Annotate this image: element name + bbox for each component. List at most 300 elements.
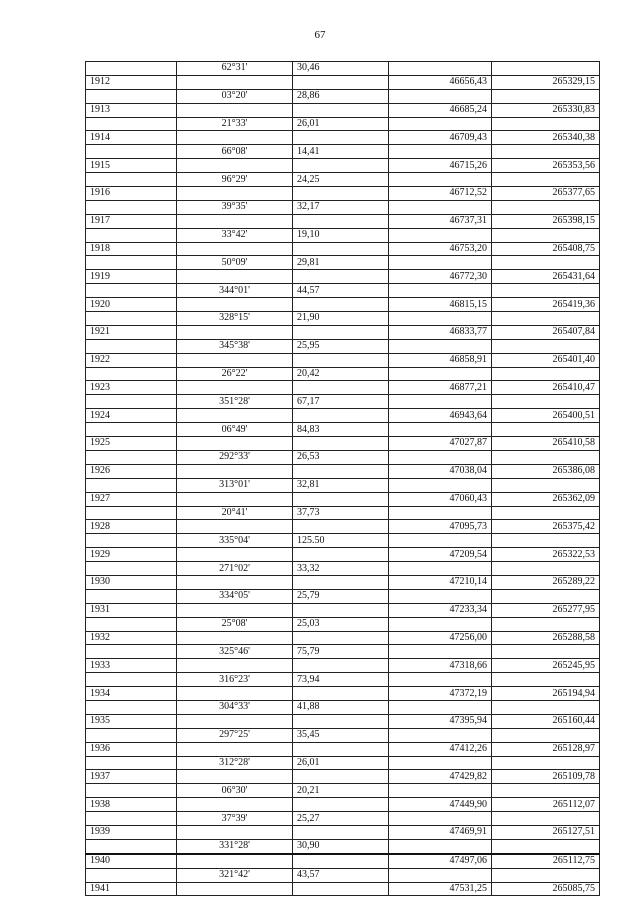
x-coordinate-cell: 46943,64 bbox=[389, 409, 492, 423]
x-coordinate-cell: 47038,04 bbox=[389, 464, 492, 478]
point-number-cell bbox=[86, 812, 177, 826]
y-coordinate-cell: 265245,95 bbox=[492, 659, 600, 673]
point-number-cell bbox=[86, 756, 177, 770]
distance-cell: 41,88 bbox=[293, 700, 389, 714]
x-coordinate-cell: 47256,00 bbox=[389, 631, 492, 645]
x-coordinate-cell bbox=[389, 228, 492, 242]
direction-angle-cell bbox=[177, 75, 293, 89]
table-row bbox=[86, 256, 600, 270]
x-coordinate-cell bbox=[389, 506, 492, 520]
x-coordinate-cell bbox=[389, 200, 492, 214]
direction-angle-cell: 304°33' bbox=[177, 700, 293, 714]
distance-cell: 19,10 bbox=[293, 228, 389, 242]
table-row bbox=[86, 603, 600, 617]
y-coordinate-cell: 265386,08 bbox=[492, 464, 600, 478]
x-coordinate-cell bbox=[389, 700, 492, 714]
table-row bbox=[86, 270, 600, 284]
x-coordinate-cell: 46858,91 bbox=[389, 353, 492, 367]
x-coordinate-cell: 46737,31 bbox=[389, 214, 492, 228]
table-row bbox=[86, 798, 600, 812]
distance-cell: 26,01 bbox=[293, 756, 389, 770]
table-row bbox=[86, 200, 600, 214]
point-number-cell: 1928 bbox=[86, 520, 177, 534]
direction-angle-cell bbox=[177, 325, 293, 339]
direction-angle-cell: 39°35' bbox=[177, 200, 293, 214]
direction-angle-cell bbox=[177, 631, 293, 645]
distance-cell bbox=[293, 131, 389, 145]
x-coordinate-cell: 47095,73 bbox=[389, 520, 492, 534]
direction-angle-cell: 21°33' bbox=[177, 117, 293, 131]
point-number-cell: 1921 bbox=[86, 325, 177, 339]
y-coordinate-cell: 265085,75 bbox=[492, 882, 600, 896]
direction-angle-cell: 334°05' bbox=[177, 589, 293, 603]
distance-cell bbox=[293, 242, 389, 256]
table-row bbox=[86, 284, 600, 298]
direction-angle-cell bbox=[177, 798, 293, 812]
table-row bbox=[86, 492, 600, 506]
distance-cell: 67,17 bbox=[293, 395, 389, 409]
distance-cell: 25,27 bbox=[293, 812, 389, 826]
distance-cell: 37,73 bbox=[293, 506, 389, 520]
x-coordinate-cell bbox=[389, 478, 492, 492]
direction-angle-cell: 50°09' bbox=[177, 256, 293, 270]
direction-angle-cell bbox=[177, 214, 293, 228]
y-coordinate-cell bbox=[492, 200, 600, 214]
point-number-cell bbox=[86, 62, 177, 76]
direction-angle-cell bbox=[177, 464, 293, 478]
point-number-cell: 1917 bbox=[86, 214, 177, 228]
distance-cell bbox=[293, 659, 389, 673]
x-coordinate-cell bbox=[389, 839, 492, 853]
y-coordinate-cell: 265277,95 bbox=[492, 603, 600, 617]
y-coordinate-cell: 265401,40 bbox=[492, 353, 600, 367]
direction-angle-cell: 316°23' bbox=[177, 673, 293, 687]
table-row bbox=[86, 659, 600, 673]
point-number-cell: 1940 bbox=[86, 854, 177, 868]
table-row bbox=[86, 131, 600, 145]
direction-angle-cell bbox=[177, 437, 293, 451]
direction-angle-cell bbox=[177, 687, 293, 701]
y-coordinate-cell: 265288,58 bbox=[492, 631, 600, 645]
y-coordinate-cell bbox=[492, 645, 600, 659]
distance-cell bbox=[293, 854, 389, 868]
y-coordinate-cell bbox=[492, 673, 600, 687]
y-coordinate-cell bbox=[492, 589, 600, 603]
x-coordinate-cell bbox=[389, 173, 492, 187]
direction-angle-cell: 03°20' bbox=[177, 89, 293, 103]
table-row bbox=[86, 312, 600, 326]
y-coordinate-cell bbox=[492, 478, 600, 492]
point-number-cell: 1924 bbox=[86, 409, 177, 423]
direction-angle-cell bbox=[177, 353, 293, 367]
distance-cell bbox=[293, 603, 389, 617]
direction-angle-cell: 351°28' bbox=[177, 395, 293, 409]
distance-cell: 33,32 bbox=[293, 562, 389, 576]
y-coordinate-cell bbox=[492, 284, 600, 298]
coordinates-table-body bbox=[86, 62, 600, 896]
distance-cell bbox=[293, 381, 389, 395]
x-coordinate-cell: 46753,20 bbox=[389, 242, 492, 256]
point-number-cell bbox=[86, 534, 177, 548]
point-number-cell bbox=[86, 839, 177, 853]
point-number-cell bbox=[86, 728, 177, 742]
table-row bbox=[86, 228, 600, 242]
y-coordinate-cell: 265160,44 bbox=[492, 714, 600, 728]
point-number-cell: 1918 bbox=[86, 242, 177, 256]
x-coordinate-cell bbox=[389, 450, 492, 464]
y-coordinate-cell: 265329,15 bbox=[492, 75, 600, 89]
x-coordinate-cell: 47429,82 bbox=[389, 770, 492, 784]
x-coordinate-cell: 46685,24 bbox=[389, 103, 492, 117]
distance-cell: 20,42 bbox=[293, 367, 389, 381]
distance-cell: 26,53 bbox=[293, 450, 389, 464]
x-coordinate-cell bbox=[389, 339, 492, 353]
y-coordinate-cell: 265112,75 bbox=[492, 854, 600, 868]
point-number-cell: 1927 bbox=[86, 492, 177, 506]
direction-angle-cell bbox=[177, 131, 293, 145]
distance-cell bbox=[293, 270, 389, 284]
y-coordinate-cell bbox=[492, 839, 600, 853]
direction-angle-cell bbox=[177, 854, 293, 868]
point-number-cell bbox=[86, 617, 177, 631]
distance-cell: 35,45 bbox=[293, 728, 389, 742]
direction-angle-cell bbox=[177, 714, 293, 728]
x-coordinate-cell: 46712,52 bbox=[389, 187, 492, 201]
x-coordinate-cell bbox=[389, 589, 492, 603]
y-coordinate-cell: 265289,22 bbox=[492, 575, 600, 589]
table-row bbox=[86, 325, 600, 339]
table-row bbox=[86, 784, 600, 798]
x-coordinate-cell: 47469,91 bbox=[389, 825, 492, 839]
distance-cell: 73,94 bbox=[293, 673, 389, 687]
distance-cell: 30,90 bbox=[293, 839, 389, 853]
point-number-cell: 1936 bbox=[86, 742, 177, 756]
y-coordinate-cell bbox=[492, 562, 600, 576]
x-coordinate-cell bbox=[389, 367, 492, 381]
table-row bbox=[86, 353, 600, 367]
point-number-cell bbox=[86, 506, 177, 520]
table-row bbox=[86, 575, 600, 589]
table-row bbox=[86, 673, 600, 687]
point-number-cell: 1915 bbox=[86, 159, 177, 173]
y-coordinate-cell: 265109,78 bbox=[492, 770, 600, 784]
distance-cell bbox=[293, 159, 389, 173]
point-number-cell bbox=[86, 673, 177, 687]
direction-angle-cell: 06°30' bbox=[177, 784, 293, 798]
x-coordinate-cell: 46715,26 bbox=[389, 159, 492, 173]
distance-cell bbox=[293, 75, 389, 89]
point-number-cell: 1937 bbox=[86, 770, 177, 784]
x-coordinate-cell: 47395,94 bbox=[389, 714, 492, 728]
direction-angle-cell: 66°08' bbox=[177, 145, 293, 159]
x-coordinate-cell: 47027,87 bbox=[389, 437, 492, 451]
direction-angle-cell bbox=[177, 103, 293, 117]
y-coordinate-cell bbox=[492, 228, 600, 242]
x-coordinate-cell: 47412,26 bbox=[389, 742, 492, 756]
point-number-cell: 1938 bbox=[86, 798, 177, 812]
table-row bbox=[86, 770, 600, 784]
point-number-cell: 1912 bbox=[86, 75, 177, 89]
distance-cell bbox=[293, 798, 389, 812]
point-number-cell bbox=[86, 117, 177, 131]
direction-angle-cell bbox=[177, 187, 293, 201]
x-coordinate-cell bbox=[389, 256, 492, 270]
direction-angle-cell: 325°46' bbox=[177, 645, 293, 659]
y-coordinate-cell bbox=[492, 784, 600, 798]
distance-cell bbox=[293, 353, 389, 367]
y-coordinate-cell: 265322,53 bbox=[492, 548, 600, 562]
distance-cell: 25,95 bbox=[293, 339, 389, 353]
point-number-cell: 1939 bbox=[86, 825, 177, 839]
direction-angle-cell bbox=[177, 159, 293, 173]
point-number-cell: 1931 bbox=[86, 603, 177, 617]
y-coordinate-cell bbox=[492, 145, 600, 159]
y-coordinate-cell bbox=[492, 617, 600, 631]
x-coordinate-cell: 47210,14 bbox=[389, 575, 492, 589]
direction-angle-cell: 297°25' bbox=[177, 728, 293, 742]
y-coordinate-cell: 265375,42 bbox=[492, 520, 600, 534]
point-number-cell: 1935 bbox=[86, 714, 177, 728]
x-coordinate-cell bbox=[389, 673, 492, 687]
table-row bbox=[86, 103, 600, 117]
x-coordinate-cell: 46709,43 bbox=[389, 131, 492, 145]
table-row bbox=[86, 117, 600, 131]
y-coordinate-cell bbox=[492, 450, 600, 464]
point-number-cell bbox=[86, 312, 177, 326]
y-coordinate-cell: 265194,94 bbox=[492, 687, 600, 701]
point-number-cell bbox=[86, 284, 177, 298]
table-row bbox=[86, 89, 600, 103]
x-coordinate-cell bbox=[389, 645, 492, 659]
point-number-cell: 1919 bbox=[86, 270, 177, 284]
distance-cell bbox=[293, 492, 389, 506]
distance-cell bbox=[293, 882, 389, 896]
x-coordinate-cell bbox=[389, 62, 492, 76]
point-number-cell: 1929 bbox=[86, 548, 177, 562]
distance-cell: 14,41 bbox=[293, 145, 389, 159]
x-coordinate-cell bbox=[389, 423, 492, 437]
distance-cell bbox=[293, 770, 389, 784]
x-coordinate-cell bbox=[389, 784, 492, 798]
y-coordinate-cell: 265128,97 bbox=[492, 742, 600, 756]
y-coordinate-cell: 265353,56 bbox=[492, 159, 600, 173]
coordinates-table bbox=[85, 61, 600, 896]
direction-angle-cell: 292°33' bbox=[177, 450, 293, 464]
direction-angle-cell: 20°41' bbox=[177, 506, 293, 520]
table-row bbox=[86, 868, 600, 882]
x-coordinate-cell: 47531,25 bbox=[389, 882, 492, 896]
direction-angle-cell: 33°42' bbox=[177, 228, 293, 242]
y-coordinate-cell bbox=[492, 423, 600, 437]
table-row bbox=[86, 882, 600, 896]
distance-cell bbox=[293, 687, 389, 701]
direction-angle-cell: 06°49' bbox=[177, 423, 293, 437]
table-row bbox=[86, 700, 600, 714]
table-row bbox=[86, 367, 600, 381]
distance-cell: 29,81 bbox=[293, 256, 389, 270]
direction-angle-cell: 344°01' bbox=[177, 284, 293, 298]
point-number-cell bbox=[86, 256, 177, 270]
y-coordinate-cell: 265407,84 bbox=[492, 325, 600, 339]
distance-cell bbox=[293, 409, 389, 423]
table-row bbox=[86, 589, 600, 603]
point-number-cell: 1913 bbox=[86, 103, 177, 117]
distance-cell: 30,46 bbox=[293, 62, 389, 76]
direction-angle-cell bbox=[177, 770, 293, 784]
table-row bbox=[86, 534, 600, 548]
point-number-cell: 1933 bbox=[86, 659, 177, 673]
y-coordinate-cell: 265400,51 bbox=[492, 409, 600, 423]
point-number-cell: 1923 bbox=[86, 381, 177, 395]
x-coordinate-cell: 47318,66 bbox=[389, 659, 492, 673]
table-row bbox=[86, 437, 600, 451]
direction-angle-cell bbox=[177, 520, 293, 534]
y-coordinate-cell: 265377,65 bbox=[492, 187, 600, 201]
table-row bbox=[86, 450, 600, 464]
y-coordinate-cell bbox=[492, 728, 600, 742]
table-row bbox=[86, 728, 600, 742]
distance-cell bbox=[293, 742, 389, 756]
table-row bbox=[86, 617, 600, 631]
x-coordinate-cell: 47372,19 bbox=[389, 687, 492, 701]
point-number-cell: 1926 bbox=[86, 464, 177, 478]
table-row bbox=[86, 478, 600, 492]
page-number: 67 bbox=[314, 29, 326, 41]
distance-cell bbox=[293, 825, 389, 839]
distance-cell bbox=[293, 520, 389, 534]
y-coordinate-cell: 265398,15 bbox=[492, 214, 600, 228]
x-coordinate-cell: 46815,15 bbox=[389, 298, 492, 312]
table-row bbox=[86, 645, 600, 659]
table-row bbox=[86, 714, 600, 728]
y-coordinate-cell bbox=[492, 395, 600, 409]
distance-cell bbox=[293, 548, 389, 562]
y-coordinate-cell bbox=[492, 339, 600, 353]
table-row bbox=[86, 298, 600, 312]
x-coordinate-cell: 46833,77 bbox=[389, 325, 492, 339]
direction-angle-cell: 313°01' bbox=[177, 478, 293, 492]
y-coordinate-cell bbox=[492, 868, 600, 882]
x-coordinate-cell: 47209,54 bbox=[389, 548, 492, 562]
y-coordinate-cell bbox=[492, 812, 600, 826]
direction-angle-cell bbox=[177, 742, 293, 756]
table-row bbox=[86, 62, 600, 76]
distance-cell: 25,03 bbox=[293, 617, 389, 631]
direction-angle-cell bbox=[177, 409, 293, 423]
point-number-cell bbox=[86, 395, 177, 409]
distance-cell: 44,57 bbox=[293, 284, 389, 298]
point-number-cell bbox=[86, 145, 177, 159]
distance-cell bbox=[293, 464, 389, 478]
table-row bbox=[86, 464, 600, 478]
table-row bbox=[86, 506, 600, 520]
table-row bbox=[86, 409, 600, 423]
x-coordinate-cell: 47497,06 bbox=[389, 854, 492, 868]
direction-angle-cell: 62°31' bbox=[177, 62, 293, 76]
direction-angle-cell bbox=[177, 298, 293, 312]
direction-angle-cell: 96°29' bbox=[177, 173, 293, 187]
point-number-cell: 1930 bbox=[86, 575, 177, 589]
x-coordinate-cell bbox=[389, 312, 492, 326]
x-coordinate-cell bbox=[389, 534, 492, 548]
y-coordinate-cell bbox=[492, 534, 600, 548]
direction-angle-cell: 345°38' bbox=[177, 339, 293, 353]
direction-angle-cell bbox=[177, 603, 293, 617]
x-coordinate-cell: 47233,34 bbox=[389, 603, 492, 617]
y-coordinate-cell: 265340,38 bbox=[492, 131, 600, 145]
x-coordinate-cell bbox=[389, 868, 492, 882]
distance-cell: 25,79 bbox=[293, 589, 389, 603]
y-coordinate-cell bbox=[492, 173, 600, 187]
y-coordinate-cell: 265330,83 bbox=[492, 103, 600, 117]
point-number-cell bbox=[86, 423, 177, 437]
point-number-cell: 1920 bbox=[86, 298, 177, 312]
point-number-cell bbox=[86, 200, 177, 214]
x-coordinate-cell bbox=[389, 89, 492, 103]
distance-cell: 32,17 bbox=[293, 200, 389, 214]
table-row bbox=[86, 687, 600, 701]
direction-angle-cell bbox=[177, 882, 293, 896]
table-row bbox=[86, 159, 600, 173]
y-coordinate-cell bbox=[492, 506, 600, 520]
x-coordinate-cell bbox=[389, 812, 492, 826]
table-row bbox=[86, 756, 600, 770]
distance-cell bbox=[293, 298, 389, 312]
direction-angle-cell: 271°02' bbox=[177, 562, 293, 576]
direction-angle-cell: 331°28' bbox=[177, 839, 293, 853]
point-number-cell bbox=[86, 478, 177, 492]
y-coordinate-cell bbox=[492, 367, 600, 381]
distance-cell: 21,90 bbox=[293, 312, 389, 326]
direction-angle-cell: 37°39' bbox=[177, 812, 293, 826]
table-row bbox=[86, 423, 600, 437]
table-row bbox=[86, 339, 600, 353]
point-number-cell bbox=[86, 89, 177, 103]
y-coordinate-cell bbox=[492, 756, 600, 770]
table-row bbox=[86, 812, 600, 826]
distance-cell: 24,25 bbox=[293, 173, 389, 187]
x-coordinate-cell: 47060,43 bbox=[389, 492, 492, 506]
point-number-cell bbox=[86, 589, 177, 603]
direction-angle-cell: 26°22' bbox=[177, 367, 293, 381]
distance-cell bbox=[293, 437, 389, 451]
y-coordinate-cell: 265408,75 bbox=[492, 242, 600, 256]
x-coordinate-cell bbox=[389, 395, 492, 409]
distance-cell: 43,57 bbox=[293, 868, 389, 882]
y-coordinate-cell: 265362,09 bbox=[492, 492, 600, 506]
x-coordinate-cell bbox=[389, 284, 492, 298]
distance-cell bbox=[293, 103, 389, 117]
x-coordinate-cell bbox=[389, 145, 492, 159]
table-row bbox=[86, 631, 600, 645]
table-row bbox=[86, 242, 600, 256]
table-row bbox=[86, 839, 600, 853]
x-coordinate-cell bbox=[389, 728, 492, 742]
distance-cell: 75,79 bbox=[293, 645, 389, 659]
x-coordinate-cell: 47449,90 bbox=[389, 798, 492, 812]
point-number-cell: 1916 bbox=[86, 187, 177, 201]
direction-angle-cell bbox=[177, 659, 293, 673]
direction-angle-cell bbox=[177, 492, 293, 506]
x-coordinate-cell bbox=[389, 756, 492, 770]
direction-angle-cell bbox=[177, 381, 293, 395]
y-coordinate-cell: 265419,36 bbox=[492, 298, 600, 312]
y-coordinate-cell bbox=[492, 312, 600, 326]
direction-angle-cell bbox=[177, 825, 293, 839]
point-number-cell: 1914 bbox=[86, 131, 177, 145]
point-number-cell: 1932 bbox=[86, 631, 177, 645]
distance-cell: 125.50 bbox=[293, 534, 389, 548]
